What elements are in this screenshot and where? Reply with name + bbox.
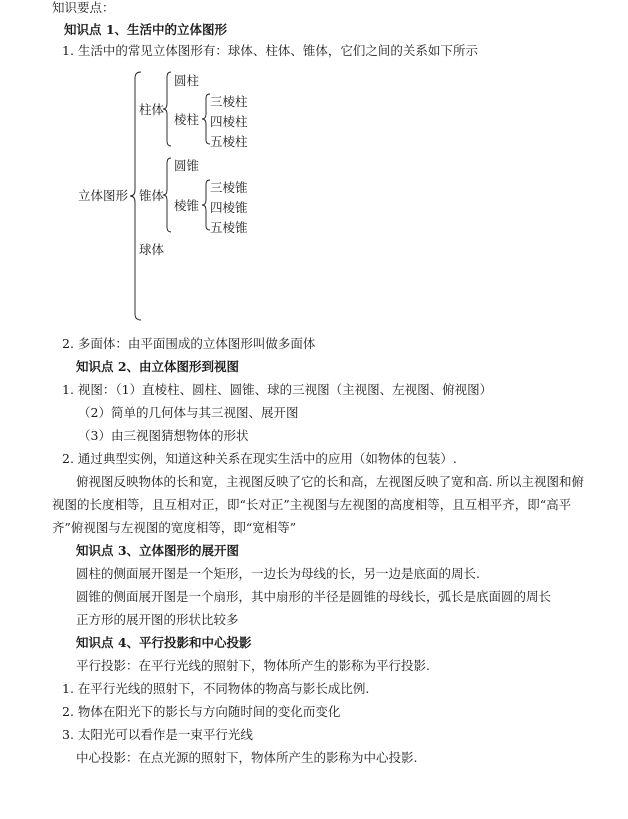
tree-root-label: 立体图形: [78, 188, 129, 203]
cone-group-brace: [163, 158, 171, 232]
section2-paragraph-line3: 齐”俯视图与左视图的宽度相等，即“宽相等”: [52, 520, 297, 535]
prism-group-brace: [163, 72, 171, 146]
section2-paragraph-line1: 俯视图反映物体的长和宽，主视图反映了它的长和高，左视图反映了宽和高. 所以主视图和俯: [76, 474, 584, 489]
tree-triangular-prism-label: 三棱柱: [210, 94, 248, 109]
tree-pentagonal-prism-label: 五棱柱: [210, 134, 248, 149]
section3-line2: 圆锥的侧面展开图是一个扇形，其中扇形的半径是圆锥的母线长，弧长是底面圆的周长: [76, 589, 552, 604]
section1-item2: 2. 多面体：由平面围成的立体图形叫做多面体: [62, 336, 316, 351]
tree-pentagonal-pyramid-label: 五棱锥: [210, 220, 248, 235]
section4-title: 知识点 4、平行投影和中心投影: [76, 635, 252, 650]
tree-square-pyramid-label: 四棱锥: [210, 200, 248, 215]
section1-title: 知识点 1、生活中的立体图形: [64, 22, 228, 37]
section4-item3: 3. 太阳光可以看作是一束平行光线: [62, 727, 253, 742]
pyramid-brace: [202, 180, 210, 230]
section2-item1: 1. 视图：（1）直棱柱、圆柱、圆锥、球的三视图（主视图、左视图、俯视图）: [62, 382, 493, 397]
section4-item2: 2. 物体在阳光下的影长与方向随时间的变化而变化: [62, 704, 341, 719]
knowledge-points-label: 知识要点：: [52, 0, 115, 15]
section2-item1-sub2: （2）简单的几何体与其三视图、展开图: [78, 405, 299, 420]
tree-pyramid-label: 棱锥: [174, 198, 200, 213]
tree-sphere-label: 球体: [139, 242, 165, 257]
section2-title: 知识点 2、由立体图形到视图: [76, 359, 240, 374]
tree-cone-label: 圆锥: [174, 158, 200, 173]
section2-item2: 2. 通过典型实例，知道这种关系在现实生活中的应用（如物体的包装）.: [62, 451, 457, 466]
section3-line3: 正方形的展开图的形状比较多: [76, 612, 239, 627]
tree-cylinder-label: 圆柱: [174, 73, 200, 88]
section2-item1-sub3: （3）由三视图猜想物体的形状: [78, 428, 249, 443]
section4-parallel-definition: 平行投影：在平行光线的照射下，物体所产生的影称为平行投影.: [76, 658, 430, 673]
tree-triangular-pyramid-label: 三棱锥: [210, 180, 248, 195]
prism-brace: [202, 94, 210, 144]
section4-item1: 1. 在平行光线的照射下，不同物体的物高与影长成比例.: [62, 681, 370, 696]
section3-line1: 圆柱的侧面展开图是一个矩形，一边长为母线的长，另一边是底面的周长.: [76, 566, 480, 581]
tree-cone-group-label: 锥体: [139, 188, 165, 203]
tree-square-prism-label: 四棱柱: [210, 114, 248, 129]
section4-central-definition: 中心投影：在点光源的照射下，物体所产生的影称为中心投影.: [76, 750, 418, 765]
section1-item1: 1. 生活中的常见立体图形有：球体、柱体、锥体，它们之间的关系如下所示: [62, 43, 478, 58]
section2-paragraph-line2: 视图的长度相等，且互相对正，即“长对正”主视图与左视图的高度相等，且互相平齐，即“高平: [52, 497, 572, 512]
tree-prism-label: 棱柱: [174, 112, 200, 127]
section3-title: 知识点 3、立体图形的展开图: [76, 543, 240, 558]
tree-prism-group-label: 柱体: [139, 102, 165, 117]
